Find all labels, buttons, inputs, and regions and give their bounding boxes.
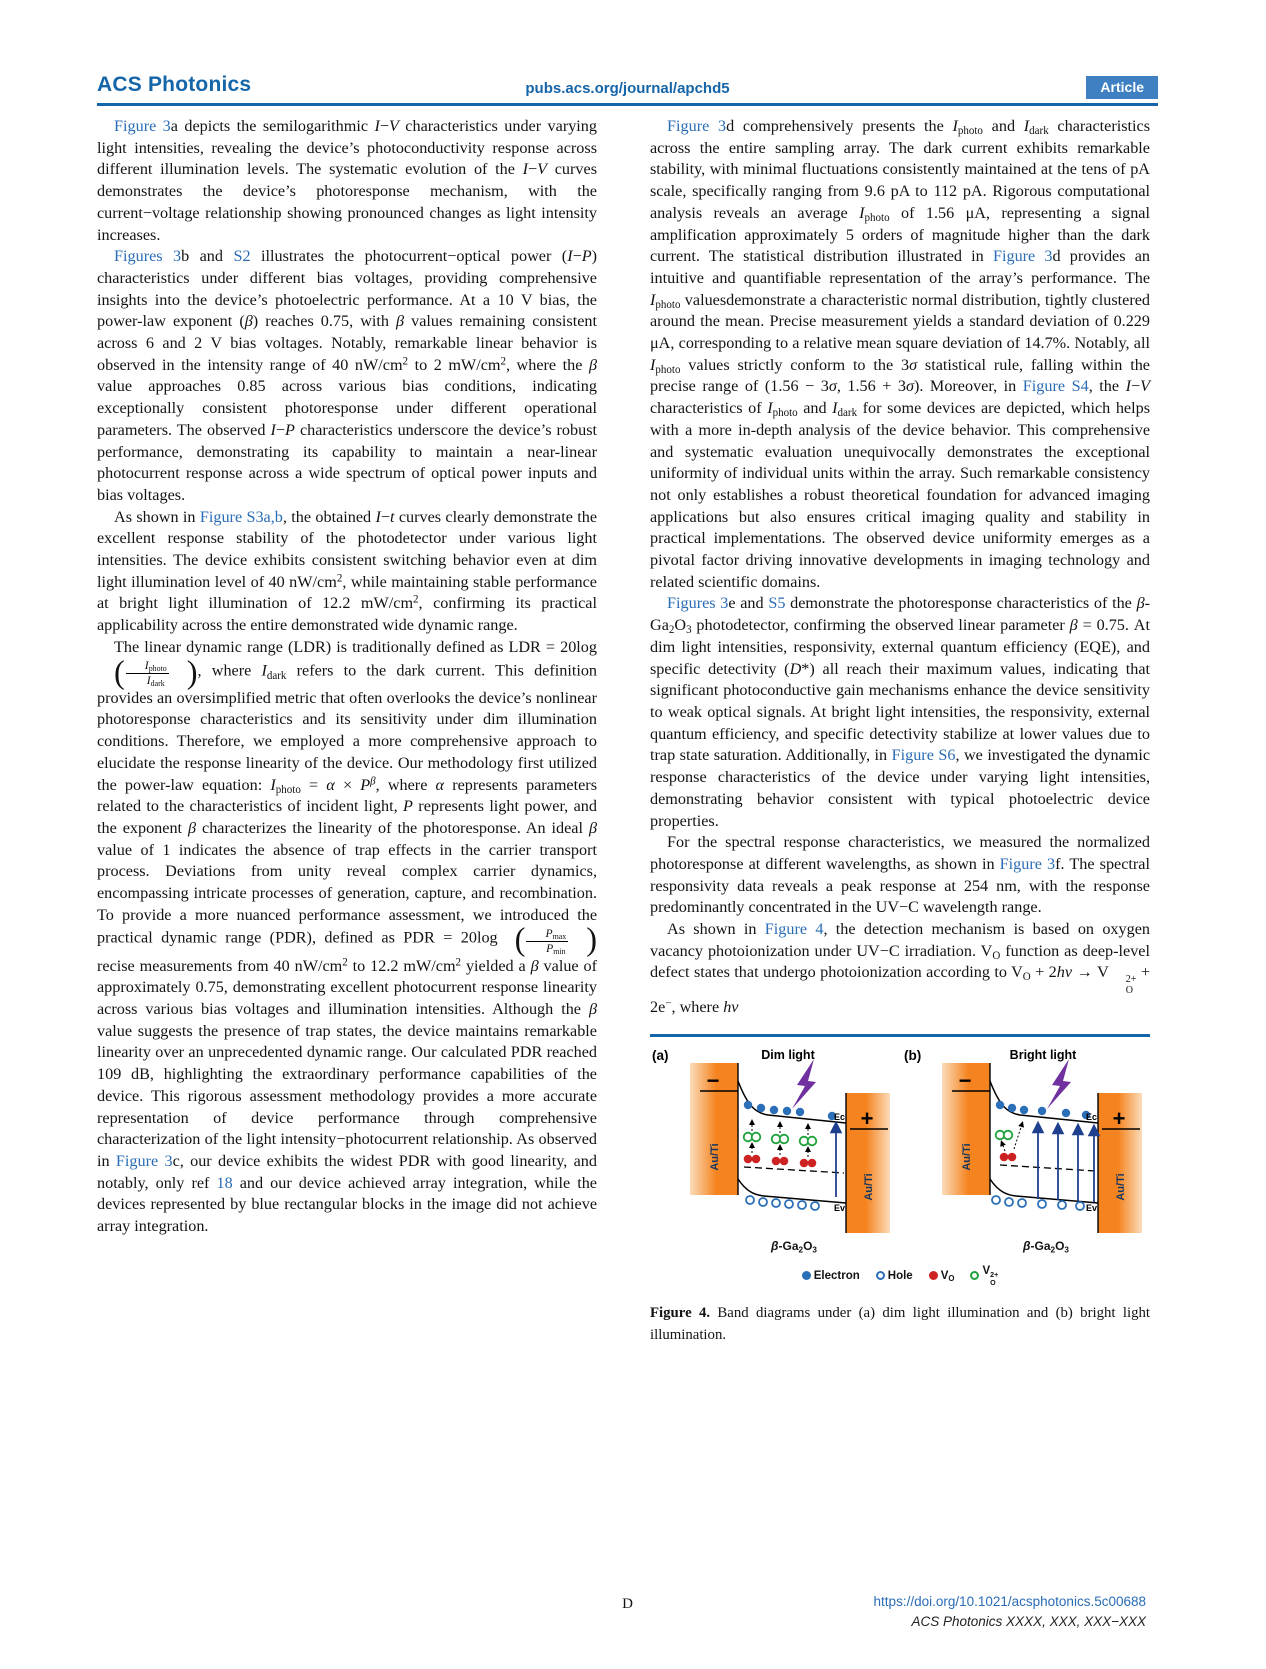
ec-label-b: Ec: [1085, 1111, 1097, 1122]
ev-label-a: Ev: [833, 1202, 845, 1213]
vo2-pair-b: [996, 1130, 1013, 1139]
plus-terminal-b: +: [1112, 1105, 1126, 1131]
vo-pairs-a: [744, 1154, 817, 1167]
paragraph: As shown in Figure 4, the detection mechanism is based on oxygen vacancy photoionization under UV−C irradiation. VO function as deep-level defect states that undergo photoionization according to VO + 2hν → V 2+ O + 2e−, where hν: [650, 920, 1150, 1016]
citation-link[interactable]: Figure 3: [992, 247, 1053, 266]
vo-marker-icon: [929, 1271, 938, 1280]
citation-link[interactable]: Figure S4: [1022, 377, 1089, 396]
electron-marker-icon: [802, 1271, 811, 1280]
band-diagram-svg: [650, 1047, 1150, 1261]
figure-4: [650, 1034, 1150, 1346]
paragraph: Figures 3e and S5 demonstrate the photoresponse characteristics of the β-Ga2O3 photodetector, confirming the observed linear parameter β = 0.75. At dim light intensities, responsivity, external quantum efficiency (EQE), and specific detectivity (D*) all reach their maximum values, indicating that significant photoconductive gain mechanisms enhance the device sensitivity to weak optical signals. At bright light intensities, the responsivity, external quantum efficiency, and specific detectivity stabilize at lower values due to trap state saturation. Additionally, in Figure S6, we investigated the dynamic response characteristics of the device under varying light intensities, demonstrating behavior consistent with typical photoelectric device properties.: [650, 594, 1151, 830]
electron-dots-b: [996, 1101, 1090, 1119]
electrode-label-right-a: Au/Ti: [863, 1173, 875, 1201]
trap-level-b: [1000, 1165, 1096, 1171]
hole-marker-icon: [876, 1271, 885, 1280]
material-label-b: β-Ga2O3: [1023, 1238, 1069, 1255]
bright-light-label: Bright light: [1009, 1047, 1077, 1062]
figure-canvas: [650, 1047, 1150, 1261]
panel-a-tag: (a): [652, 1047, 669, 1063]
ec-label-a: Ec: [833, 1111, 845, 1122]
doi-link[interactable]: https://doi.org/10.1021/acsphotonics.5c00688: [873, 1594, 1146, 1609]
electrode-label-left-a: Au/Ti: [709, 1143, 721, 1171]
panel-b-tag: (b): [904, 1047, 922, 1063]
panel-a: [652, 1048, 890, 1233]
journal-citation: ACS Photonics XXXX, XXX, XXX−XXX: [911, 1614, 1146, 1629]
paragraph: Figure 3a depicts the semilogarithmic I−V characteristics under varying light intensities, revealing the device’s photoconductivity response across different illumination levels. The systematic evolution of the I−V curves demonstrates the device’s photoresponse mechanism, with the current−voltage relationship showing pronounced changes as light intensity increases.: [97, 117, 597, 244]
figure-caption: Figure 4. Band diagrams under (a) dim light illumination and (b) bright light illumination.: [650, 1305, 1150, 1343]
citation-link[interactable]: Figure 3: [115, 1151, 173, 1170]
lightning-bolt-icon: [1047, 1059, 1071, 1109]
citation-link[interactable]: Figure S6: [891, 746, 956, 765]
legend-item-vo2: [970, 1265, 998, 1288]
page-letter: D: [622, 1596, 633, 1612]
vo-pair-b: [1000, 1152, 1017, 1161]
page-footer: [97, 1592, 1158, 1642]
plus-terminal-a: +: [860, 1105, 874, 1131]
citation-link[interactable]: 18: [216, 1173, 233, 1192]
legend-label: V 2+ O: [982, 1264, 999, 1287]
journal-url[interactable]: pubs.acs.org/journal/apchd5: [525, 80, 730, 97]
citation-link[interactable]: S5: [768, 594, 786, 613]
figure-legend: [650, 1265, 1150, 1288]
trap-level-a: [744, 1167, 844, 1173]
paragraph: Figures 3b and S2 illustrates the photocurrent−optical power (I−P) characteristics under different bias voltages, providing comprehensive insights into the device’s photoelectric performance. At a 10 V bias, the power-law exponent (β) reaches 0.75, with β values remaining consistent across 6 and 2 V bias voltages. Notably, remarkable linear behavior is observed in the intensity range of 40 $nW/cm^2$ to 2 $mW/cm^2$, where the β value approaches 0.85 across various bias conditions, indicating exceptionally consistent photoresponse under different operational parameters. The observed I−P characteristics underscore the device’s robust performance, demonstrating its capability to maintain a near-linear photocurrent response across a wide spectrum of optical power inputs and bias voltages.: [97, 247, 597, 504]
citation-link[interactable]: Figure 3: [999, 854, 1056, 873]
right-column: [650, 116, 1150, 1361]
journal-brand: ACS Photonics: [97, 73, 252, 96]
paragraph: As shown in Figure S3a,b, the obtained I−t curves clearly demonstrate the excellent response stability of the photodetector under various light intensities. The device exhibits consistent switching behavior even at dim light illumination level of 40 $nW/cm^2$, while maintaining stable performance at bright light illumination of 12.2 $mW/cm^2$, confirming its practical applicability across the entire demonstrated wide dynamic range.: [97, 507, 598, 635]
citation-link[interactable]: Figure 4: [764, 920, 824, 939]
paragraph: Figure 3d comprehensively presents the Iphoto and Idark characteristics across the entire sampling array. The dark current exhibits remarkable stability, with minimal fluctuations consistently maintained at the tens of pA scale, specifically ranging from 9.6 pA to 112 pA. Rigorous computational analysis reveals an average Iphoto of 1.56 μA, representing a signal amplification approximately 5 orders of magnitude higher than the dark current. The statistical distribution illustrated in Figure 3d provides an intuitive and quantifiable representation of the array’s performance. The Iphoto valuesdemonstrate a characteristic normal distribution, tightly clustered around the mean. Precise measurement yields a standard deviation of 0.229 μA, corresponding to a relative mean square deviation of 14.7%. Notably, all Iphoto values strictly conform to the 3σ statistical rule, falling within the precise range of (1.56 − 3σ, 1.56 + 3σ). Moreover, in Figure S4, the I−V characteristics of Iphoto and Idark for some devices are depicted, which helps with a more in-depth analysis of the device behavior. This comprehensive and systematic evaluation unequivocally demonstrates the exceptional uniformity of individual units within the array. Such remarkable consistency not only establishes a robust theoretical foundation for advanced imaging applications but also ensures critical imaging quality and stability in practical implementations. The observed device uniformity emerges as a pivotal factor driving innovative developments in imaging technology and related scientific domains.: [650, 117, 1151, 591]
footer-citation-block: [874, 1592, 1146, 1632]
citation-link[interactable]: Figures 3: [114, 247, 182, 266]
header-rule: [97, 103, 1158, 106]
legend-item-electron: [802, 1270, 860, 1282]
citation-link[interactable]: Figure S3a,b: [199, 507, 283, 526]
excitation-arrows-b: [1038, 1127, 1094, 1202]
vo2-pairs-a: [744, 1132, 817, 1145]
masthead: [97, 70, 1158, 106]
citation-link[interactable]: Figure 3: [114, 117, 171, 135]
electrode-label-left-b: Au/Ti: [961, 1143, 973, 1171]
material-label-a: β-Ga2O3: [771, 1238, 817, 1255]
panel-b: [904, 1048, 1142, 1233]
figure-separator-rule: [650, 1034, 1150, 1037]
article-type-badge: Article: [1086, 76, 1158, 99]
electrode-label-right-b: Au/Ti: [1115, 1173, 1127, 1201]
conduction-band-b: [990, 1081, 1098, 1123]
citation-link[interactable]: Figures 3: [667, 594, 729, 613]
legend-label: Hole: [887, 1269, 913, 1282]
ev-label-b: Ev: [1085, 1202, 1097, 1213]
legend-item-vo: [929, 1270, 955, 1282]
legend-label: Electron: [813, 1269, 860, 1282]
paragraph: For the spectral response characteristics, we measured the normalized photoresponse at different wavelengths, as shown in Figure 3f. The spectral responsivity data reveals a peak response at 254 nm, with the response predominantly concentrated in the UV−C wavelength range.: [650, 833, 1150, 917]
vo2-marker-icon: [970, 1271, 979, 1280]
citation-link[interactable]: Figure 3: [667, 117, 727, 135]
citation-link[interactable]: S2: [233, 247, 251, 266]
minus-terminal-a: −: [706, 1067, 720, 1093]
paragraph: The linear dynamic range (LDR) is traditionally defined as LDR = 20log ( Iphoto Idark ) , where Idark refers to the dark current. This definition provides an oversimplified metric that often overlooks the device’s nonlinear photoresponse characteristics and its sensitivity under dim illumination conditions. Therefore, we employed a more comprehensive approach to elucidate the response linearity of the device. Our methodology first utilized the power-law equation: Iphoto = $\alpha \times P^\beta$, where α represents parameters related to the characteristics of incident light, P represents light power, and the exponent β characterizes the linearity of the photoresponse. An ideal β value of 1 indicates the absence of trap effects in the carrier transport process. Deviations from unity reveal complex carrier dynamics, encompassing intricate processes of generation, capture, and recombination. To provide a more nuanced performance assessment, we introduced the practical dynamic range (PDR), defined as PDR = 20log ( Pmax Pmin ) recise measurements from 40 $nW/cm^2$ to 12.2 $mW/cm^2$ yielded a β value of approximately 0.75, demonstrating excellent photocurrent response linearity across various bias voltages and illumination intensities. Although the β value suggests the presence of trap states, the device maintains remarkable linearity over an unprecedented dynamic range. Our calculated PDR reached 109 dB, highlighting the extraordinary performance capabilities of the device. This rigorous assessment methodology provides a more accurate representation of device performance through comprehensive characterization of the light intensity−photocurrent relationship. As observed in Figure 3c, our device exhibits the widest PDR with good linearity, and notably, only ref 18 and our device achieved array integration, while the devices represented by blue rectangular blocks in the image did not achieve array integration.: [97, 637, 598, 1236]
legend-item-hole: [876, 1270, 913, 1282]
legend-label: VO: [940, 1269, 955, 1284]
minus-terminal-b: −: [958, 1067, 972, 1093]
dim-light-label: Dim light: [761, 1047, 815, 1062]
lightning-bolt-icon: [792, 1059, 816, 1109]
left-column: [97, 116, 597, 1238]
